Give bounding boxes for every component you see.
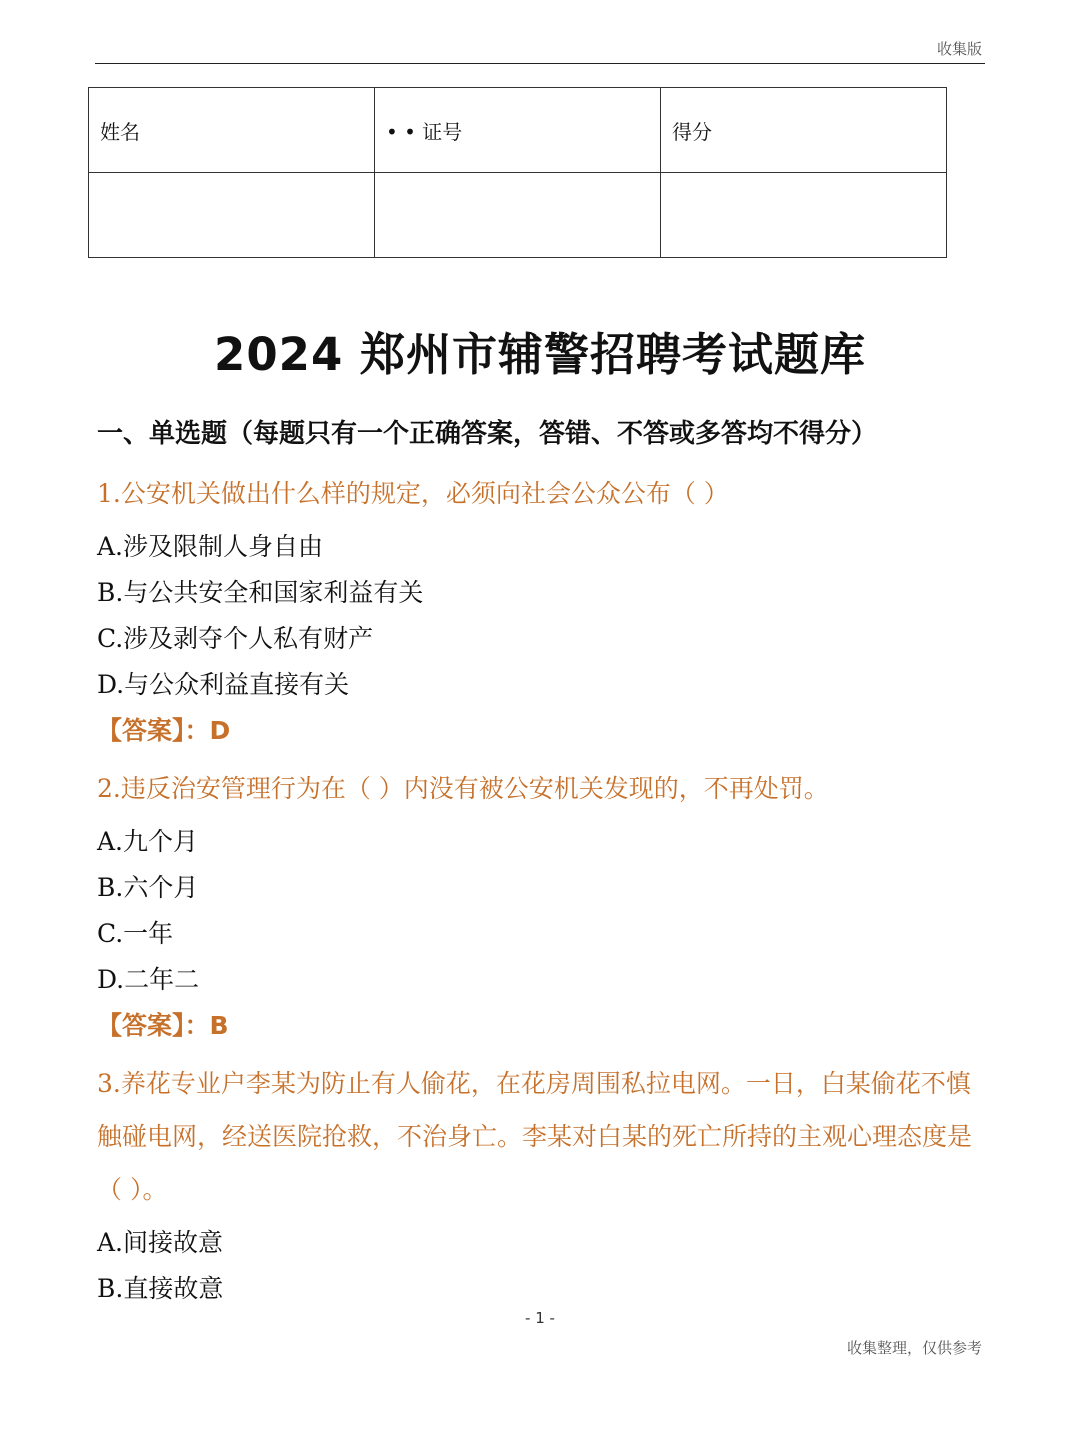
header-rule [95,63,985,64]
id-number-header-cell: • • 证号 [375,88,661,173]
question-3-option-a: A.间接故意 [97,1228,224,1257]
question-2-text: 2.违反治安管理行为在（ ）内没有被公安机关发现的，不再处罚。 [97,774,829,803]
question-1-option-b: B.与公共安全和国家利益有关 [97,578,424,607]
info-table-value-row [89,173,947,258]
question-1-answer: 【答案】：D [97,716,231,745]
info-table-header-row [89,88,947,173]
question-2-option-b: B.六个月 [97,873,199,902]
document-title: 2024 郑州市辅警招聘考试题库 [214,328,866,381]
question-3-option-b: B.直接故意 [97,1274,224,1303]
question-3-text: 3.养花专业户李某为防止有人偷花，在花房周围私拉电网。一日，白某偷花不慎触碰电网，经送医院抢救，不治身亡。李某对白某的死亡所持的主观心理态度是（ ）。 [97,1069,973,1204]
id-number-value-cell[interactable] [375,173,661,258]
question-2-answer: 【答案】：B [97,1011,229,1040]
footer-mark: 收集整理，仅供参考 [846,1339,982,1357]
question-2-option-d: D.二年二 [97,965,200,994]
name-header-cell: 姓名 [89,88,375,173]
question-2-option-a: A.九个月 [97,827,199,856]
question-1-option-d: D.与公众利益直接有关 [97,670,350,699]
question-2-option-c: C.一年 [97,919,174,948]
header-mark: 收集版 [936,40,982,58]
score-header-cell: 得分 [661,88,947,173]
question-1-text: 1.公安机关做出什么样的规定，必须向社会公众公布（ ） [97,479,729,508]
score-value-cell[interactable] [661,173,947,258]
question-1-option-c: C.涉及剥夺个人私有财产 [97,624,374,653]
name-value-cell[interactable] [89,173,375,258]
info-table [88,87,947,258]
section-heading: 一、单选题（每题只有一个正确答案，答错、不答或多答均不得分） [97,419,878,449]
page-number: - 1 - [525,1309,555,1327]
question-1-option-a: A.涉及限制人身自由 [97,532,324,561]
